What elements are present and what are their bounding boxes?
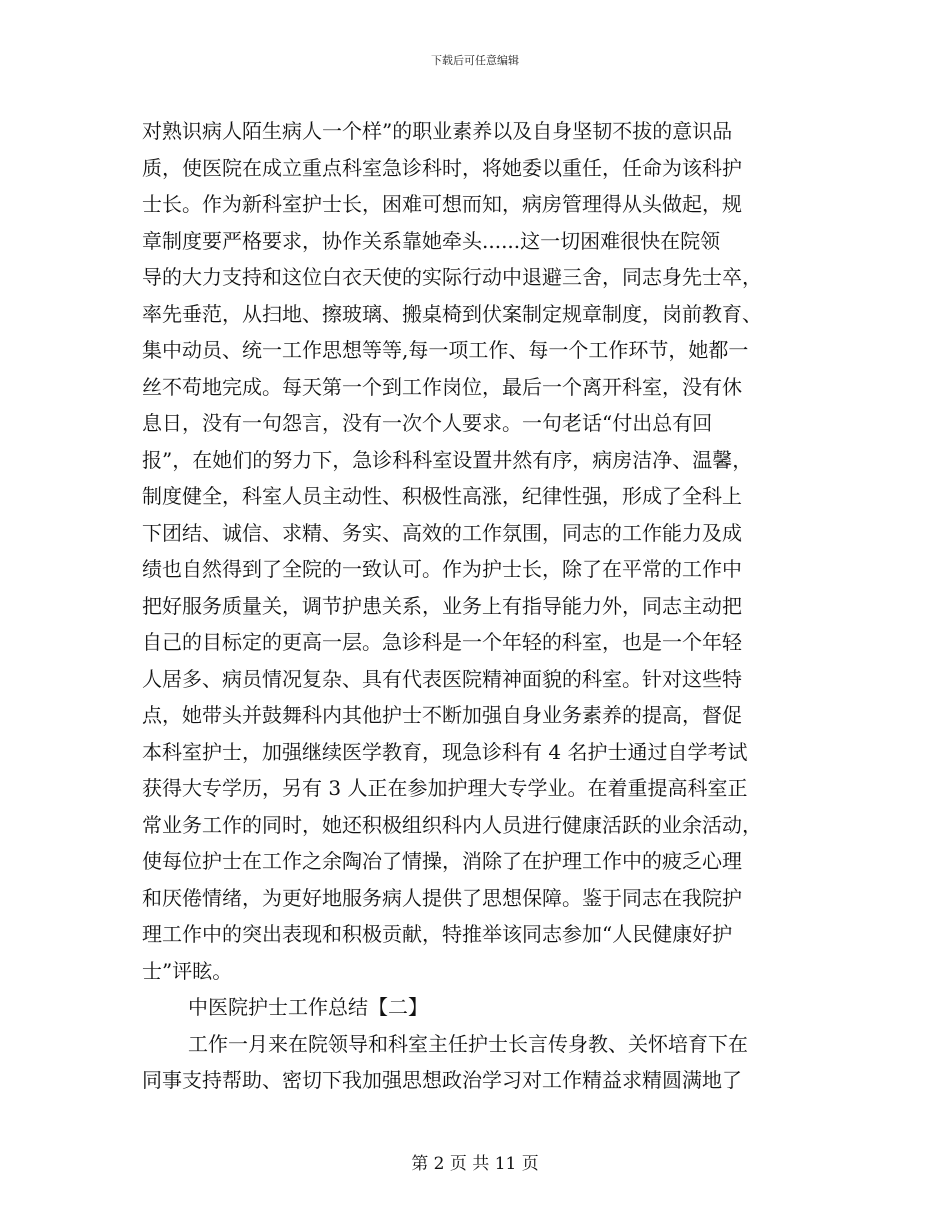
page-footer: 第 2 页 共 11 页 <box>411 1154 539 1174</box>
paragraph-line: 集中动员、统一工作思想等等,每一项工作、每一个工作环节，她都一 <box>142 338 749 362</box>
paragraph-line: 本科室护士，加强继续医学教育，现急诊科有 4 名护士通过自学考试 <box>142 739 748 764</box>
paragraph-line: 率先垂范，从扫地、擦玻璃、搬桌椅到伏案制定规章制度，岗前教育、 <box>142 301 762 326</box>
paragraph-line: 自己的目标定的更高一层。急诊科是一个年轻的科室，也是一个年轻 <box>142 630 742 654</box>
paragraph-line: 同事支持帮助、密切下我加强思想政治学习对工作精益求精圆满地了 <box>142 1068 742 1092</box>
paragraph-line: 章制度要严格要求，协作关系靠她牵头......这一切困难很快在院领 <box>142 228 721 253</box>
page-header: 下载后可任意编辑 <box>431 54 519 67</box>
paragraph-line: 绩也自然得到了全院的一致认可。作为护士长，除了在平常的工作中 <box>142 557 742 581</box>
paragraph-line: 理工作中的突出表现和积极贡献，特推举该同志参加“人民健康好护 <box>142 922 733 946</box>
paragraph-line: 导的大力支持和这位白衣天使的实际行动中退避三舍，同志身先士卒， <box>142 265 762 289</box>
paragraph-line: 士长。作为新科室护士长，困难可想而知，病房管理得从头做起，规 <box>142 192 742 216</box>
paragraph-line: 士”评眩。 <box>142 958 233 983</box>
paragraph-line: 下团结、诚信、求精、务实、高效的工作氛围，同志的工作能力及成 <box>142 520 742 545</box>
paragraph-line: 制度健全，科室人员主动性、积极性高涨，纪律性强，形成了全科上 <box>142 484 742 508</box>
paragraph-line: 和厌倦情绪，为更好地服务病人提供了思想保障。鉴于同志在我院护 <box>142 885 742 910</box>
paragraph-line: 对熟识病人陌生病人一个样”的职业素养以及自身坚韧不拔的意识品 <box>142 119 733 143</box>
paragraph-line: 工作一月来在院领导和科室主任护士长言传身教、关怀培育下在 <box>188 1031 748 1056</box>
paragraph-line: 息日，没有一句怨言，没有一次个人要求。一句老话“付出总有回 <box>142 411 713 435</box>
paragraph-line: 把好服务质量关，调节护患关系，业务上有指导能力外，同志主动把 <box>142 593 742 618</box>
paragraph-line: 质，使医院在成立重点科室急诊科时，将她委以重任，任命为该科护 <box>142 155 742 180</box>
paragraph-line: 获得大专学历，另有 3 人正在参加护理大专学业。在着重提高科室正 <box>142 776 748 800</box>
paragraph-line: 使每位护士在工作之余陶冶了情操，消除了在护理工作中的疲乏心理 <box>142 849 742 873</box>
body-text <box>142 113 808 1099</box>
section-heading: 中医院护士工作总结【二】 <box>188 995 428 1019</box>
paragraph-line: 丝不苟地完成。每天第一个到工作岗位，最后一个离开科室，没有休 <box>142 374 742 399</box>
paragraph-line: 点，她带头并鼓舞科内其他护士不断加强自身业务素养的提高，督促 <box>142 703 742 727</box>
paragraph-line: 人居多、病员情况复杂、具有代表医院精神面貌的科室。针对这些特 <box>142 666 742 691</box>
paragraph-line: 常业务工作的同时，她还积极组织科内人员进行健康活跃的业余活动， <box>142 812 762 837</box>
paragraph-line: 报”，在她们的努力下，急诊科科室设置井然有序，病房洁净、温馨， <box>142 447 753 472</box>
